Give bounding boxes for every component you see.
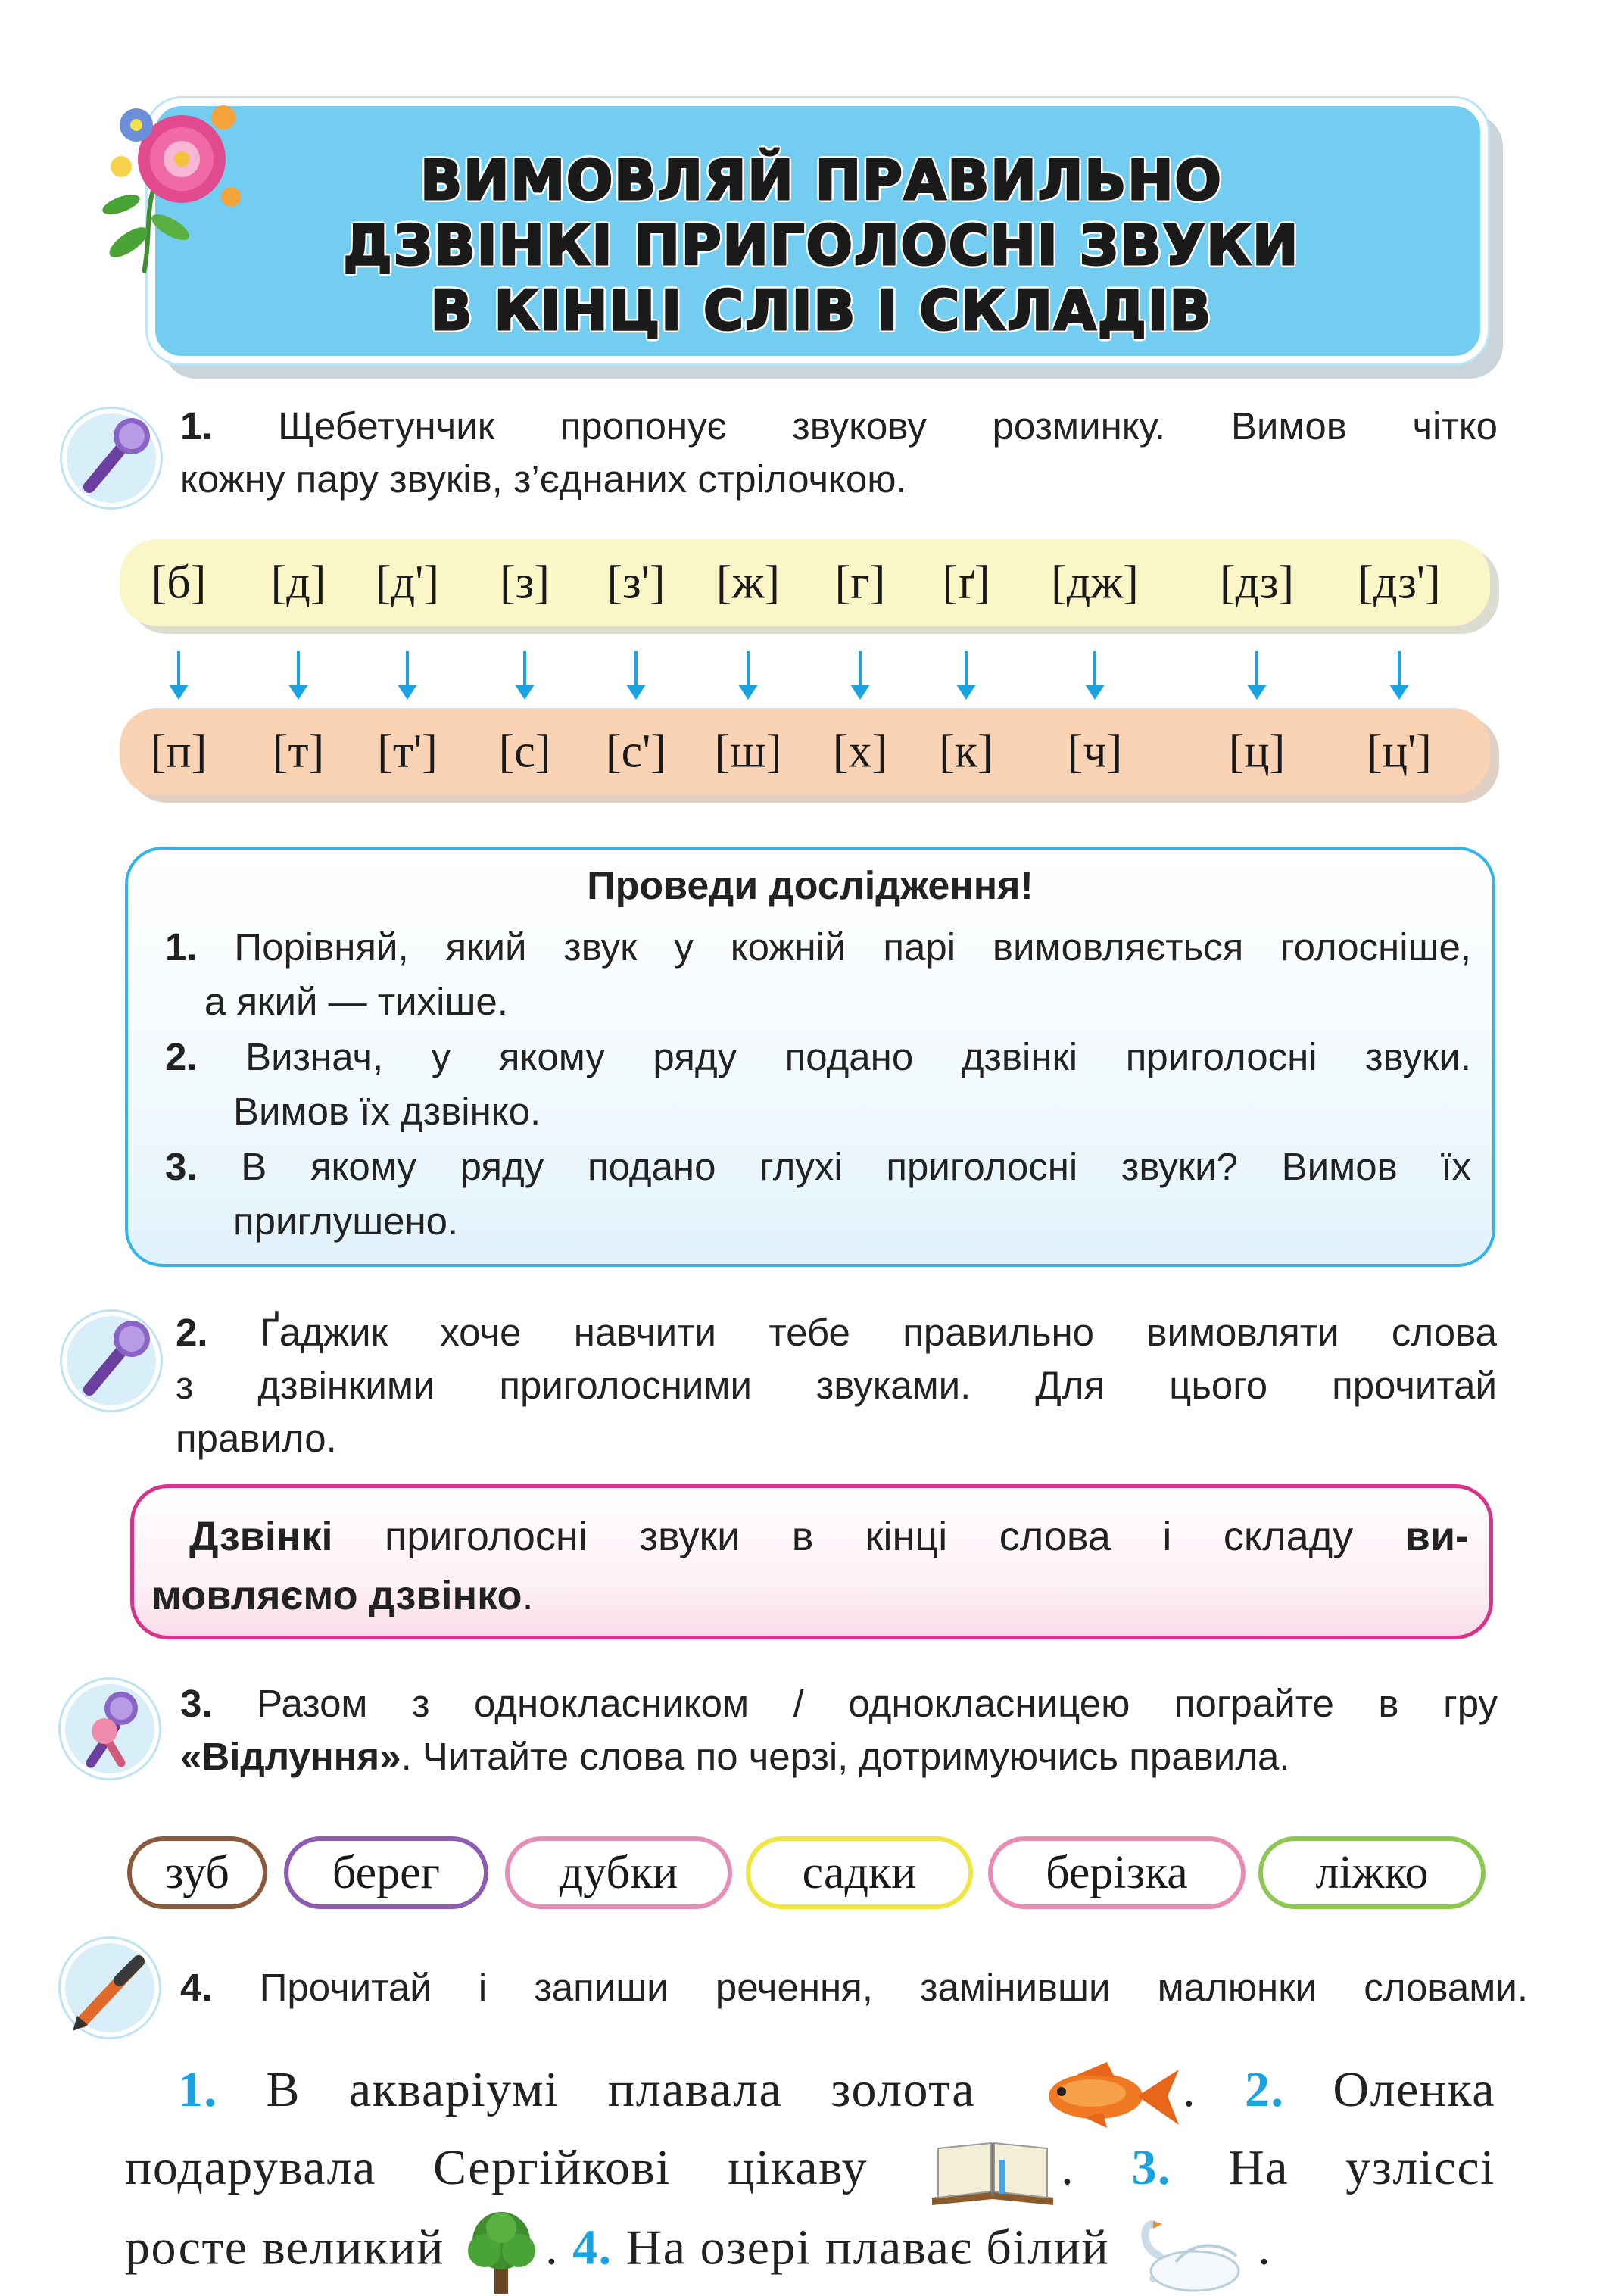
voiceless-sounds-row (120, 708, 1490, 795)
voiced-sound: [з'] (606, 557, 666, 608)
voiceless-sound: [с] (498, 725, 551, 777)
title-line-2: ДЗВІНКІ ПРИГОЛОСНІ ЗВУКИ (343, 214, 1300, 277)
voiceless-sound: [ц] (1228, 725, 1286, 777)
word-pill: дубки (505, 1836, 732, 1909)
task-1-number: 1. (180, 404, 213, 448)
voiced-sound: [дж] (1051, 557, 1139, 608)
down-arrow-icon (965, 651, 968, 688)
task-1-line-2: кожну пару звуків, з’єднаних стрілочкою. (180, 457, 907, 501)
voiceless-sound: [т'] (377, 725, 438, 777)
rule-text: Дзвінкі приголосні звуки в кінці слова і складу ви- мовляємо дзвінко. (151, 1514, 1469, 1618)
down-arrow-icon (406, 651, 409, 688)
down-arrow-icon (177, 651, 180, 688)
voiced-sound: [г] (834, 557, 886, 608)
down-arrow-icon (747, 651, 750, 688)
voiceless-sound: [ц'] (1367, 725, 1432, 777)
task-1-line-1: Щебетунчик пропонує звукову розминку. Вимов чітко (278, 404, 1498, 448)
title-line-1: ВИМОВЛЯЙ ПРАВИЛЬНО (420, 148, 1223, 212)
task-4-text: 4. Прочитай і запиши речення, замінивши малюнки словами. (180, 1966, 1529, 2009)
voiced-sound: [б] (151, 557, 207, 608)
voiceless-sound: [ш] (714, 725, 782, 777)
voiced-sound: [дз'] (1358, 557, 1441, 608)
microphone-icon (62, 1312, 161, 1410)
word-pill: берег (284, 1836, 488, 1909)
down-arrow-icon (1093, 651, 1096, 688)
tree-icon (458, 2209, 545, 2296)
title-line-3: В КІНЦІ СЛІВ І СКЛАДІВ (430, 279, 1213, 342)
task-3-text: 3. Разом з однокласником / однокласницею пограйте в гру «Відлуння». Читайте слова по черзі, дотримуючись правила. (180, 1682, 1498, 1778)
down-arrow-icon (859, 651, 862, 688)
goldfish-icon (1024, 2058, 1183, 2130)
voiced-sound: [д'] (375, 557, 440, 608)
down-arrow-icon (1398, 651, 1401, 688)
research-item-1: 1. Порівняй, який звук у кожній парі вимовляється голосніше, а який — тихіше. (165, 925, 1471, 1023)
voiceless-sound: [п] (150, 725, 207, 777)
page-title (197, 148, 1446, 343)
voiceless-sound: [т] (272, 725, 325, 777)
task-2-text: 2. Ґаджик хоче навчити тебе правильно вимовляти слова з дзвінкими приголосними звуками. Для цього прочитай правило. (176, 1311, 1498, 1460)
research-item-2: 2. Визнач, у якому ряду подано дзвінкі приголосні звуки. Вимов їх дзвінко. (165, 1035, 1472, 1133)
voiced-sound: [дз] (1219, 557, 1295, 608)
word-pill: садки (746, 1836, 973, 1909)
task-1-text (180, 400, 1498, 506)
voiced-sound: [ґ] (942, 557, 990, 608)
down-arrow-icon (634, 651, 638, 688)
flower-icon (98, 83, 250, 280)
research-title: Проведи дослідження! (587, 864, 1034, 908)
voiceless-sound: [к] (939, 725, 993, 777)
swan-icon (1123, 2209, 1244, 2296)
voiceless-sound: [с'] (606, 725, 666, 777)
down-arrow-icon (297, 651, 300, 688)
voiceless-sound: [ч] (1067, 725, 1123, 777)
microphone-icon (62, 409, 161, 507)
sentences-block: 1. В акваріумі плавала золота . 2. Оленка подарувала Сергійкові цікаву . 3. На узліссі росте великий . 4. На озері плаває білий . (125, 2052, 1495, 2296)
voiced-sound: [з] (500, 557, 550, 608)
game-name: «Відлуння» (180, 1735, 401, 1778)
voiced-sound: [д] (270, 557, 326, 608)
word-pill: ліжко (1258, 1836, 1486, 1909)
down-arrow-icon (1255, 651, 1258, 688)
pen-icon (61, 1939, 159, 2037)
voiced-sound: [ж] (716, 557, 781, 608)
word-pill: зуб (127, 1836, 267, 1909)
voiced-sounds-row (120, 539, 1490, 626)
research-item-3: 3. В якому ряду подано глухі приголосні звуки? Вимов їх приглушено. (165, 1145, 1472, 1243)
two-microphones-icon (61, 1680, 159, 1778)
book-icon (924, 2137, 1061, 2209)
voiceless-sound: [х] (832, 725, 888, 777)
word-pill: берізка (988, 1836, 1246, 1909)
down-arrow-icon (523, 651, 526, 688)
